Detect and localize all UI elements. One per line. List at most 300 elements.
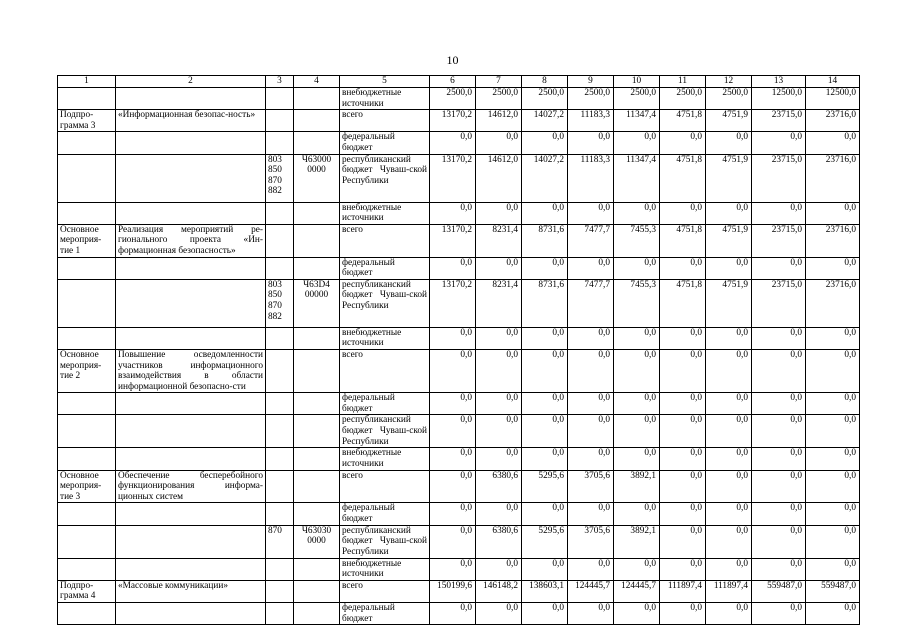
code-cell <box>266 327 294 349</box>
value-cell: 0,0 <box>752 327 806 349</box>
row-label-cell <box>58 448 116 470</box>
target-code-cell <box>294 503 340 525</box>
funding-source-cell: всего <box>340 470 430 503</box>
header-row <box>58 76 860 88</box>
value-cell: 0,0 <box>614 603 660 625</box>
funding-source-cell: федеральный бюджет <box>340 132 430 154</box>
value-cell: 13170,2 <box>430 154 476 202</box>
value-cell: 0,0 <box>706 202 752 224</box>
code-cell <box>266 470 294 503</box>
value-cell: 0,0 <box>706 257 752 279</box>
code-cell <box>266 603 294 625</box>
target-code-cell <box>294 132 340 154</box>
value-cell: 2500,0 <box>476 88 522 110</box>
value-cell: 14027,2 <box>522 154 568 202</box>
code-cell: 870 <box>266 525 294 558</box>
table-row <box>58 327 860 349</box>
header-cell: 3 <box>266 76 294 88</box>
value-cell: 0,0 <box>476 503 522 525</box>
value-cell: 7477,7 <box>568 224 614 257</box>
value-cell: 2500,0 <box>430 88 476 110</box>
value-cell: 0,0 <box>522 349 568 392</box>
row-label-cell <box>58 132 116 154</box>
value-cell: 13170,2 <box>430 110 476 132</box>
value-cell: 0,0 <box>752 202 806 224</box>
row-description-cell: Реализация мероприятий ре-гионального проекта «Ин-формационная безопасность» <box>116 224 266 257</box>
value-cell: 2500,0 <box>568 88 614 110</box>
value-cell: 23715,0 <box>752 224 806 257</box>
value-cell: 6380,6 <box>476 525 522 558</box>
target-code-cell <box>294 603 340 625</box>
row-label-cell <box>58 327 116 349</box>
target-code-cell <box>294 327 340 349</box>
table-row <box>58 603 860 625</box>
table-row <box>58 393 860 415</box>
value-cell: 0,0 <box>430 415 476 448</box>
row-label-cell <box>58 88 116 110</box>
value-cell: 0,0 <box>476 257 522 279</box>
budget-table <box>57 75 860 625</box>
table-row <box>58 202 860 224</box>
value-cell: 0,0 <box>660 503 706 525</box>
row-description-cell <box>116 448 266 470</box>
row-description-cell <box>116 525 266 558</box>
value-cell: 4751,9 <box>706 224 752 257</box>
value-cell: 23716,0 <box>806 110 860 132</box>
code-cell <box>266 580 294 602</box>
value-cell: 3705,6 <box>568 470 614 503</box>
value-cell: 0,0 <box>706 393 752 415</box>
value-cell: 0,0 <box>806 558 860 580</box>
value-cell: 0,0 <box>752 132 806 154</box>
value-cell: 0,0 <box>660 525 706 558</box>
value-cell: 0,0 <box>568 558 614 580</box>
code-cell: 803 850 870 882 <box>266 279 294 327</box>
header-cell: 14 <box>806 76 860 88</box>
value-cell: 0,0 <box>706 132 752 154</box>
target-code-cell <box>294 470 340 503</box>
funding-source-cell: всего <box>340 349 430 392</box>
value-cell: 0,0 <box>568 257 614 279</box>
value-cell: 0,0 <box>476 327 522 349</box>
value-cell: 0,0 <box>752 558 806 580</box>
code-cell <box>266 349 294 392</box>
value-cell: 0,0 <box>476 132 522 154</box>
header-cell: 11 <box>660 76 706 88</box>
table-row <box>58 154 860 202</box>
value-cell: 0,0 <box>806 257 860 279</box>
value-cell: 124445,7 <box>568 580 614 602</box>
header-cell: 9 <box>568 76 614 88</box>
value-cell: 11183,3 <box>568 110 614 132</box>
row-description-cell <box>116 154 266 202</box>
row-label-cell <box>58 558 116 580</box>
code-cell <box>266 257 294 279</box>
value-cell: 0,0 <box>568 327 614 349</box>
value-cell: 0,0 <box>522 603 568 625</box>
header-cell: 13 <box>752 76 806 88</box>
value-cell: 11347,4 <box>614 110 660 132</box>
value-cell: 8231,4 <box>476 224 522 257</box>
table-row <box>58 415 860 448</box>
code-cell <box>266 393 294 415</box>
funding-source-cell: федеральный бюджет <box>340 257 430 279</box>
code-cell <box>266 558 294 580</box>
value-cell: 0,0 <box>752 503 806 525</box>
value-cell: 0,0 <box>614 202 660 224</box>
target-code-cell <box>294 415 340 448</box>
funding-source-cell: федеральный бюджет <box>340 603 430 625</box>
value-cell: 0,0 <box>614 415 660 448</box>
row-label-cell <box>58 603 116 625</box>
value-cell: 23716,0 <box>806 154 860 202</box>
value-cell: 0,0 <box>660 415 706 448</box>
header-cell: 7 <box>476 76 522 88</box>
value-cell: 2500,0 <box>614 88 660 110</box>
table-row <box>58 224 860 257</box>
value-cell: 0,0 <box>752 393 806 415</box>
value-cell: 0,0 <box>706 603 752 625</box>
value-cell: 0,0 <box>752 525 806 558</box>
value-cell: 0,0 <box>476 603 522 625</box>
value-cell: 7455,3 <box>614 224 660 257</box>
value-cell: 0,0 <box>568 448 614 470</box>
value-cell: 4751,9 <box>706 154 752 202</box>
value-cell: 0,0 <box>706 525 752 558</box>
value-cell: 0,0 <box>752 470 806 503</box>
funding-source-cell: внебюджетные источники <box>340 448 430 470</box>
row-description-cell <box>116 393 266 415</box>
target-code-cell <box>294 580 340 602</box>
value-cell: 0,0 <box>476 393 522 415</box>
funding-source-cell: всего <box>340 110 430 132</box>
target-code-cell <box>294 88 340 110</box>
header-cell: 6 <box>430 76 476 88</box>
value-cell: 0,0 <box>522 257 568 279</box>
funding-source-cell: республиканский бюджет Чуваш-ской Республики <box>340 415 430 448</box>
funding-source-cell: всего <box>340 224 430 257</box>
value-cell: 124445,7 <box>614 580 660 602</box>
value-cell: 14027,2 <box>522 110 568 132</box>
value-cell: 111897,4 <box>660 580 706 602</box>
table-row <box>58 88 860 110</box>
value-cell: 0,0 <box>806 415 860 448</box>
value-cell: 0,0 <box>522 448 568 470</box>
value-cell: 4751,8 <box>660 279 706 327</box>
value-cell: 0,0 <box>806 132 860 154</box>
value-cell: 0,0 <box>430 349 476 392</box>
value-cell: 559487,0 <box>752 580 806 602</box>
code-cell <box>266 110 294 132</box>
value-cell: 0,0 <box>706 327 752 349</box>
value-cell: 0,0 <box>568 349 614 392</box>
row-description-cell: «Массовые коммуникации» <box>116 580 266 602</box>
table-row <box>58 110 860 132</box>
funding-source-cell: внебюджетные источники <box>340 558 430 580</box>
value-cell: 0,0 <box>522 202 568 224</box>
value-cell: 0,0 <box>522 327 568 349</box>
header-cell: 8 <box>522 76 568 88</box>
value-cell: 0,0 <box>660 393 706 415</box>
value-cell: 0,0 <box>568 503 614 525</box>
value-cell: 4751,8 <box>660 110 706 132</box>
value-cell: 0,0 <box>430 558 476 580</box>
value-cell: 0,0 <box>476 448 522 470</box>
row-description-cell <box>116 327 266 349</box>
value-cell: 3892,1 <box>614 470 660 503</box>
value-cell: 0,0 <box>706 503 752 525</box>
row-description-cell <box>116 415 266 448</box>
table-row <box>58 448 860 470</box>
row-label-cell <box>58 503 116 525</box>
table-row <box>58 132 860 154</box>
row-description-cell: «Информационная безопас-ность» <box>116 110 266 132</box>
value-cell: 0,0 <box>752 603 806 625</box>
value-cell: 0,0 <box>568 132 614 154</box>
table-row <box>58 580 860 602</box>
value-cell: 6380,6 <box>476 470 522 503</box>
header-cell: 10 <box>614 76 660 88</box>
code-cell: 803 850 870 882 <box>266 154 294 202</box>
value-cell: 0,0 <box>806 349 860 392</box>
row-description-cell: Повышение осведомленности участников информационного взаимодействия в области информационной безопасно-сти <box>116 349 266 392</box>
value-cell: 559487,0 <box>806 580 860 602</box>
table-row <box>58 279 860 327</box>
target-code-cell <box>294 110 340 132</box>
header-cell: 4 <box>294 76 340 88</box>
value-cell: 0,0 <box>614 393 660 415</box>
value-cell: 146148,2 <box>476 580 522 602</box>
code-cell <box>266 88 294 110</box>
value-cell: 0,0 <box>568 393 614 415</box>
value-cell: 0,0 <box>430 470 476 503</box>
funding-source-cell: республиканский бюджет Чуваш-ской Республики <box>340 279 430 327</box>
row-label-cell <box>58 393 116 415</box>
value-cell: 0,0 <box>522 503 568 525</box>
table-row <box>58 503 860 525</box>
value-cell: 0,0 <box>430 202 476 224</box>
code-cell <box>266 224 294 257</box>
value-cell: 0,0 <box>430 393 476 415</box>
value-cell: 0,0 <box>614 132 660 154</box>
value-cell: 0,0 <box>806 393 860 415</box>
value-cell: 23716,0 <box>806 279 860 327</box>
header-cell: 5 <box>340 76 430 88</box>
value-cell: 0,0 <box>660 558 706 580</box>
row-label-cell <box>58 154 116 202</box>
funding-source-cell: республиканский бюджет Чуваш-ской Республики <box>340 154 430 202</box>
row-label-cell <box>58 257 116 279</box>
value-cell: 0,0 <box>660 349 706 392</box>
target-code-cell <box>294 349 340 392</box>
row-description-cell <box>116 558 266 580</box>
value-cell: 8231,4 <box>476 279 522 327</box>
target-code-cell <box>294 448 340 470</box>
table-row <box>58 349 860 392</box>
value-cell: 0,0 <box>752 415 806 448</box>
value-cell: 0,0 <box>568 202 614 224</box>
target-code-cell <box>294 202 340 224</box>
row-label-cell <box>58 279 116 327</box>
value-cell: 23715,0 <box>752 279 806 327</box>
value-cell: 0,0 <box>568 603 614 625</box>
value-cell: 0,0 <box>430 503 476 525</box>
value-cell: 0,0 <box>806 448 860 470</box>
value-cell: 0,0 <box>430 327 476 349</box>
value-cell: 0,0 <box>752 257 806 279</box>
value-cell: 0,0 <box>430 603 476 625</box>
funding-source-cell: всего <box>340 580 430 602</box>
header-cell: 2 <box>116 76 266 88</box>
funding-source-cell: внебюджетные источники <box>340 88 430 110</box>
funding-source-cell: федеральный бюджет <box>340 393 430 415</box>
value-cell: 2500,0 <box>660 88 706 110</box>
value-cell: 7455,3 <box>614 279 660 327</box>
value-cell: 0,0 <box>806 525 860 558</box>
value-cell: 0,0 <box>706 448 752 470</box>
value-cell: 0,0 <box>806 503 860 525</box>
value-cell: 5295,6 <box>522 470 568 503</box>
value-cell: 14612,0 <box>476 154 522 202</box>
value-cell: 4751,9 <box>706 110 752 132</box>
value-cell: 0,0 <box>806 202 860 224</box>
code-cell <box>266 415 294 448</box>
code-cell <box>266 132 294 154</box>
value-cell: 0,0 <box>706 349 752 392</box>
row-label-cell: Основное мероприя-тие 3 <box>58 470 116 503</box>
row-description-cell <box>116 503 266 525</box>
value-cell: 23715,0 <box>752 154 806 202</box>
value-cell: 0,0 <box>522 558 568 580</box>
value-cell: 23716,0 <box>806 224 860 257</box>
value-cell: 11347,4 <box>614 154 660 202</box>
funding-source-cell: внебюджетные источники <box>340 327 430 349</box>
value-cell: 0,0 <box>430 448 476 470</box>
value-cell: 0,0 <box>430 525 476 558</box>
row-label-cell <box>58 415 116 448</box>
value-cell: 0,0 <box>660 470 706 503</box>
header-cell: 12 <box>706 76 752 88</box>
table-row <box>58 257 860 279</box>
row-label-cell: Подпро-грамма 3 <box>58 110 116 132</box>
value-cell: 0,0 <box>706 415 752 448</box>
value-cell: 2500,0 <box>522 88 568 110</box>
value-cell: 4751,8 <box>660 154 706 202</box>
value-cell: 8731,6 <box>522 279 568 327</box>
value-cell: 0,0 <box>476 415 522 448</box>
value-cell: 0,0 <box>476 202 522 224</box>
value-cell: 0,0 <box>614 503 660 525</box>
row-description-cell <box>116 132 266 154</box>
row-label-cell <box>58 525 116 558</box>
value-cell: 0,0 <box>476 349 522 392</box>
value-cell: 138603,1 <box>522 580 568 602</box>
value-cell: 5295,6 <box>522 525 568 558</box>
row-label-cell <box>58 202 116 224</box>
value-cell: 0,0 <box>614 257 660 279</box>
funding-source-cell: федеральный бюджет <box>340 503 430 525</box>
value-cell: 0,0 <box>806 327 860 349</box>
row-description-cell: Обеспечение бесперебойного функционирования информа-ционных систем <box>116 470 266 503</box>
value-cell: 13170,2 <box>430 279 476 327</box>
value-cell: 0,0 <box>660 202 706 224</box>
funding-source-cell: республиканский бюджет Чуваш-ской Республики <box>340 525 430 558</box>
value-cell: 0,0 <box>806 603 860 625</box>
code-cell <box>266 503 294 525</box>
funding-source-cell: внебюджетные источники <box>340 202 430 224</box>
target-code-cell <box>294 224 340 257</box>
value-cell: 0,0 <box>476 558 522 580</box>
value-cell: 0,0 <box>430 257 476 279</box>
value-cell: 0,0 <box>806 470 860 503</box>
value-cell: 0,0 <box>522 415 568 448</box>
header-cell: 1 <box>58 76 116 88</box>
value-cell: 8731,6 <box>522 224 568 257</box>
row-label-cell: Основное мероприя-тие 2 <box>58 349 116 392</box>
value-cell: 0,0 <box>660 327 706 349</box>
value-cell: 3892,1 <box>614 525 660 558</box>
value-cell: 23715,0 <box>752 110 806 132</box>
value-cell: 13170,2 <box>430 224 476 257</box>
value-cell: 0,0 <box>706 470 752 503</box>
value-cell: 4751,9 <box>706 279 752 327</box>
row-description-cell <box>116 603 266 625</box>
value-cell: 12500,0 <box>806 88 860 110</box>
row-description-cell <box>116 279 266 327</box>
value-cell: 0,0 <box>568 415 614 448</box>
target-code-cell <box>294 558 340 580</box>
table-row <box>58 558 860 580</box>
value-cell: 0,0 <box>614 558 660 580</box>
row-description-cell <box>116 202 266 224</box>
target-code-cell: Ч63D4 00000 <box>294 279 340 327</box>
value-cell: 12500,0 <box>752 88 806 110</box>
value-cell: 0,0 <box>522 393 568 415</box>
row-label-cell: Подпро-грамма 4 <box>58 580 116 602</box>
target-code-cell <box>294 257 340 279</box>
table-row <box>58 525 860 558</box>
value-cell: 14612,0 <box>476 110 522 132</box>
value-cell: 0,0 <box>660 257 706 279</box>
value-cell: 0,0 <box>660 132 706 154</box>
page-number: 10 <box>446 53 459 67</box>
value-cell: 3705,6 <box>568 525 614 558</box>
value-cell: 4751,8 <box>660 224 706 257</box>
value-cell: 0,0 <box>660 603 706 625</box>
value-cell: 0,0 <box>614 349 660 392</box>
code-cell <box>266 448 294 470</box>
value-cell: 11183,3 <box>568 154 614 202</box>
value-cell: 0,0 <box>660 448 706 470</box>
value-cell: 7477,7 <box>568 279 614 327</box>
target-code-cell: Ч63000 0000 <box>294 154 340 202</box>
row-label-cell: Основное мероприя-тие 1 <box>58 224 116 257</box>
value-cell: 0,0 <box>614 448 660 470</box>
value-cell: 111897,4 <box>706 580 752 602</box>
row-description-cell <box>116 257 266 279</box>
table-row <box>58 470 860 503</box>
target-code-cell: Ч63030 0000 <box>294 525 340 558</box>
value-cell: 0,0 <box>430 132 476 154</box>
target-code-cell <box>294 393 340 415</box>
row-description-cell <box>116 88 266 110</box>
value-cell: 0,0 <box>706 558 752 580</box>
value-cell: 0,0 <box>522 132 568 154</box>
value-cell: 2500,0 <box>706 88 752 110</box>
code-cell <box>266 202 294 224</box>
value-cell: 0,0 <box>752 349 806 392</box>
value-cell: 0,0 <box>752 448 806 470</box>
